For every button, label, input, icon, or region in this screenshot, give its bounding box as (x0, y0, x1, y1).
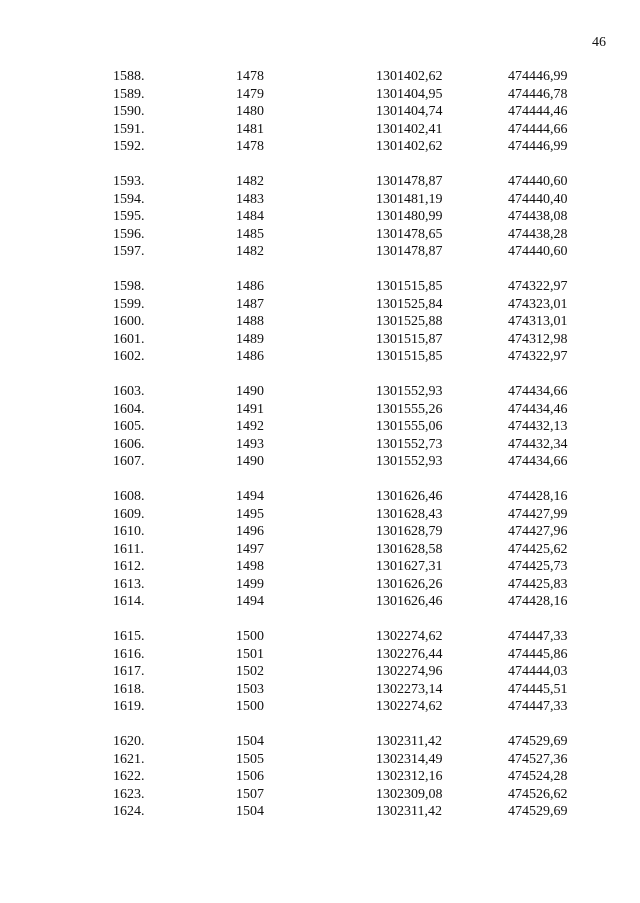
y-coordinate-cell: 474529,69 (508, 804, 568, 819)
table-row (0, 243, 640, 261)
row-number-cell: 1596. (113, 226, 145, 242)
y-coordinate-cell: 474444,03 (508, 664, 568, 679)
table-row (0, 663, 640, 681)
table-row (0, 138, 640, 156)
point-id-cell: 1483 (236, 191, 264, 207)
row-number-cell: 1617. (113, 664, 145, 679)
point-id-cell: 1478 (236, 139, 264, 154)
point-id-cell: 1503 (236, 681, 264, 697)
row-number-cell: 1592. (113, 139, 145, 154)
coordinate-group (0, 383, 640, 471)
y-coordinate-cell: 474425,62 (508, 541, 568, 557)
point-id-cell: 1507 (236, 786, 264, 802)
y-coordinate-cell: 474445,51 (508, 681, 568, 697)
y-coordinate-cell: 474440,40 (508, 191, 568, 207)
x-coordinate-cell: 1301480,99 (376, 209, 443, 224)
y-coordinate-cell: 474425,73 (508, 559, 568, 574)
table-row (0, 68, 640, 86)
point-id-cell: 1486 (236, 279, 264, 294)
coordinate-group (0, 628, 640, 716)
y-coordinate-cell: 474440,60 (508, 174, 568, 189)
row-number-cell: 1610. (113, 524, 145, 539)
x-coordinate-cell: 1301402,62 (376, 69, 443, 84)
point-id-cell: 1504 (236, 734, 264, 749)
table-row (0, 348, 640, 366)
x-coordinate-cell: 1301555,26 (376, 401, 443, 417)
table-row (0, 803, 640, 821)
y-coordinate-cell: 474447,33 (508, 699, 568, 714)
x-coordinate-cell: 1301515,85 (376, 349, 443, 364)
coordinates-table (0, 68, 640, 838)
y-coordinate-cell: 474438,28 (508, 226, 568, 242)
point-id-cell: 1485 (236, 226, 264, 242)
table-row (0, 733, 640, 751)
table-row (0, 628, 640, 646)
y-coordinate-cell: 474446,99 (508, 69, 568, 84)
row-number-cell: 1605. (113, 419, 145, 434)
x-coordinate-cell: 1301515,87 (376, 331, 443, 347)
y-coordinate-cell: 474434,66 (508, 384, 568, 399)
point-id-cell: 1501 (236, 646, 264, 662)
row-number-cell: 1614. (113, 594, 145, 609)
row-number-cell: 1594. (113, 191, 145, 207)
x-coordinate-cell: 1301478,87 (376, 244, 443, 259)
table-row (0, 453, 640, 471)
table-row (0, 331, 640, 349)
y-coordinate-cell: 474438,08 (508, 209, 568, 224)
y-coordinate-cell: 474447,33 (508, 629, 568, 644)
x-coordinate-cell: 1301404,95 (376, 86, 443, 102)
row-number-cell: 1615. (113, 629, 145, 644)
y-coordinate-cell: 474446,78 (508, 86, 568, 102)
row-number-cell: 1601. (113, 331, 145, 347)
coordinate-group (0, 68, 640, 156)
row-number-cell: 1591. (113, 121, 145, 137)
table-row (0, 418, 640, 436)
x-coordinate-cell: 1301478,87 (376, 174, 443, 189)
y-coordinate-cell: 474432,13 (508, 419, 568, 434)
table-row (0, 383, 640, 401)
table-row (0, 208, 640, 226)
x-coordinate-cell: 1301525,84 (376, 296, 443, 312)
table-row (0, 751, 640, 769)
row-number-cell: 1597. (113, 244, 145, 259)
point-id-cell: 1502 (236, 664, 264, 679)
y-coordinate-cell: 474434,66 (508, 454, 568, 469)
x-coordinate-cell: 1301627,31 (376, 559, 443, 574)
row-number-cell: 1593. (113, 174, 145, 189)
x-coordinate-cell: 1301626,46 (376, 489, 443, 504)
point-id-cell: 1494 (236, 594, 264, 609)
x-coordinate-cell: 1301555,06 (376, 419, 443, 434)
coordinate-group (0, 733, 640, 821)
table-row (0, 401, 640, 419)
row-number-cell: 1622. (113, 769, 145, 784)
point-id-cell: 1478 (236, 69, 264, 84)
y-coordinate-cell: 474445,86 (508, 646, 568, 662)
x-coordinate-cell: 1301628,79 (376, 524, 443, 539)
point-id-cell: 1490 (236, 454, 264, 469)
y-coordinate-cell: 474527,36 (508, 751, 568, 767)
row-number-cell: 1588. (113, 69, 145, 84)
row-number-cell: 1611. (113, 541, 144, 557)
page-number: 46 (592, 35, 606, 50)
x-coordinate-cell: 1301481,19 (376, 191, 443, 207)
row-number-cell: 1620. (113, 734, 145, 749)
table-row (0, 488, 640, 506)
y-coordinate-cell: 474529,69 (508, 734, 568, 749)
y-coordinate-cell: 474425,83 (508, 576, 568, 592)
y-coordinate-cell: 474434,46 (508, 401, 568, 417)
table-row (0, 121, 640, 139)
table-row (0, 86, 640, 104)
row-number-cell: 1598. (113, 279, 145, 294)
x-coordinate-cell: 1301402,62 (376, 139, 443, 154)
x-coordinate-cell: 1301552,93 (376, 454, 443, 469)
y-coordinate-cell: 474323,01 (508, 296, 568, 312)
y-coordinate-cell: 474312,98 (508, 331, 568, 347)
row-number-cell: 1599. (113, 296, 145, 312)
x-coordinate-cell: 1301515,85 (376, 279, 443, 294)
point-id-cell: 1487 (236, 296, 264, 312)
row-number-cell: 1600. (113, 314, 145, 329)
y-coordinate-cell: 474313,01 (508, 314, 568, 329)
x-coordinate-cell: 1301552,93 (376, 384, 443, 399)
table-row (0, 103, 640, 121)
point-id-cell: 1486 (236, 349, 264, 364)
row-number-cell: 1607. (113, 454, 145, 469)
row-number-cell: 1621. (113, 751, 145, 767)
y-coordinate-cell: 474432,34 (508, 436, 568, 452)
table-row (0, 173, 640, 191)
x-coordinate-cell: 1301628,43 (376, 506, 443, 522)
point-id-cell: 1482 (236, 244, 264, 259)
y-coordinate-cell: 474444,46 (508, 104, 568, 119)
table-row (0, 523, 640, 541)
point-id-cell: 1490 (236, 384, 264, 399)
row-number-cell: 1590. (113, 104, 145, 119)
point-id-cell: 1488 (236, 314, 264, 329)
point-id-cell: 1500 (236, 629, 264, 644)
row-number-cell: 1624. (113, 804, 145, 819)
table-row (0, 436, 640, 454)
x-coordinate-cell: 1301552,73 (376, 436, 443, 452)
table-row (0, 506, 640, 524)
row-number-cell: 1603. (113, 384, 145, 399)
point-id-cell: 1494 (236, 489, 264, 504)
x-coordinate-cell: 1302276,44 (376, 646, 443, 662)
y-coordinate-cell: 474322,97 (508, 349, 568, 364)
point-id-cell: 1482 (236, 174, 264, 189)
table-row (0, 593, 640, 611)
y-coordinate-cell: 474444,66 (508, 121, 568, 137)
x-coordinate-cell: 1302274,62 (376, 699, 443, 714)
table-row (0, 786, 640, 804)
y-coordinate-cell: 474427,99 (508, 506, 568, 522)
table-row (0, 313, 640, 331)
point-id-cell: 1484 (236, 209, 264, 224)
table-row (0, 681, 640, 699)
y-coordinate-cell: 474446,99 (508, 139, 568, 154)
row-number-cell: 1595. (113, 209, 145, 224)
row-number-cell: 1606. (113, 436, 145, 452)
point-id-cell: 1499 (236, 576, 264, 592)
table-row (0, 278, 640, 296)
x-coordinate-cell: 1302312,16 (376, 769, 443, 784)
x-coordinate-cell: 1302273,14 (376, 681, 443, 697)
point-id-cell: 1481 (236, 121, 264, 137)
point-id-cell: 1493 (236, 436, 264, 452)
x-coordinate-cell: 1302311,42 (376, 804, 442, 819)
point-id-cell: 1498 (236, 559, 264, 574)
x-coordinate-cell: 1301402,41 (376, 121, 443, 137)
point-id-cell: 1489 (236, 331, 264, 347)
y-coordinate-cell: 474428,16 (508, 594, 568, 609)
row-number-cell: 1609. (113, 506, 145, 522)
x-coordinate-cell: 1301628,58 (376, 541, 443, 557)
row-number-cell: 1618. (113, 681, 145, 697)
y-coordinate-cell: 474322,97 (508, 279, 568, 294)
coordinate-group (0, 488, 640, 611)
x-coordinate-cell: 1301626,46 (376, 594, 443, 609)
x-coordinate-cell: 1302311,42 (376, 734, 442, 749)
y-coordinate-cell: 474524,28 (508, 769, 568, 784)
y-coordinate-cell: 474427,96 (508, 524, 568, 539)
table-row (0, 541, 640, 559)
point-id-cell: 1496 (236, 524, 264, 539)
coordinate-group (0, 173, 640, 261)
y-coordinate-cell: 474440,60 (508, 244, 568, 259)
point-id-cell: 1497 (236, 541, 264, 557)
row-number-cell: 1619. (113, 699, 145, 714)
point-id-cell: 1505 (236, 751, 264, 767)
point-id-cell: 1504 (236, 804, 264, 819)
row-number-cell: 1602. (113, 349, 145, 364)
row-number-cell: 1612. (113, 559, 145, 574)
x-coordinate-cell: 1301525,88 (376, 314, 443, 329)
table-row (0, 191, 640, 209)
x-coordinate-cell: 1301404,74 (376, 104, 443, 119)
row-number-cell: 1616. (113, 646, 145, 662)
point-id-cell: 1506 (236, 769, 264, 784)
table-row (0, 296, 640, 314)
point-id-cell: 1500 (236, 699, 264, 714)
table-row (0, 698, 640, 716)
x-coordinate-cell: 1301626,26 (376, 576, 443, 592)
table-row (0, 558, 640, 576)
x-coordinate-cell: 1302314,49 (376, 751, 443, 767)
point-id-cell: 1491 (236, 401, 264, 417)
x-coordinate-cell: 1301478,65 (376, 226, 443, 242)
table-row (0, 576, 640, 594)
x-coordinate-cell: 1302309,08 (376, 786, 443, 802)
row-number-cell: 1589. (113, 86, 145, 102)
coordinate-group (0, 278, 640, 366)
row-number-cell: 1623. (113, 786, 145, 802)
point-id-cell: 1492 (236, 419, 264, 434)
table-row (0, 226, 640, 244)
y-coordinate-cell: 474526,62 (508, 786, 568, 802)
row-number-cell: 1608. (113, 489, 145, 504)
table-row (0, 646, 640, 664)
row-number-cell: 1604. (113, 401, 145, 417)
x-coordinate-cell: 1302274,62 (376, 629, 443, 644)
y-coordinate-cell: 474428,16 (508, 489, 568, 504)
x-coordinate-cell: 1302274,96 (376, 664, 443, 679)
row-number-cell: 1613. (113, 576, 145, 592)
point-id-cell: 1495 (236, 506, 264, 522)
point-id-cell: 1480 (236, 104, 264, 119)
table-row (0, 768, 640, 786)
point-id-cell: 1479 (236, 86, 264, 102)
